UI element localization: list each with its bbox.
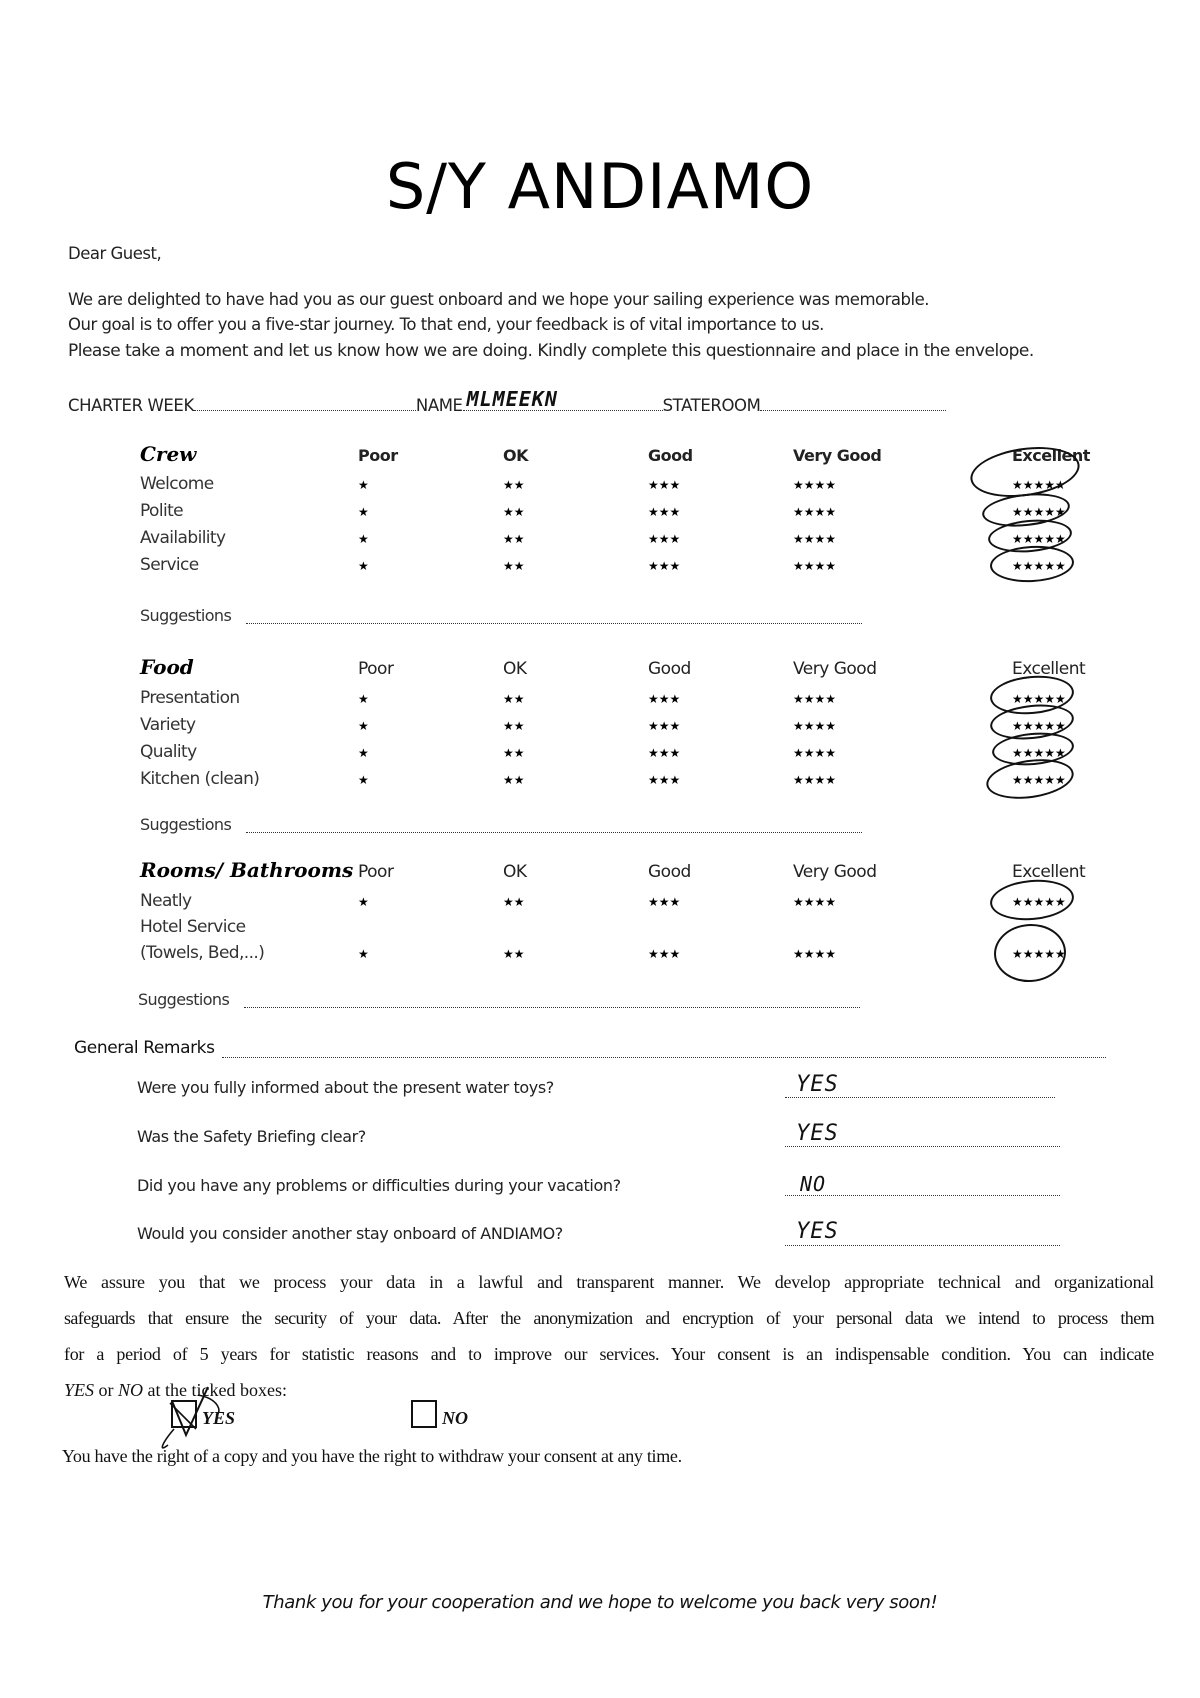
answer-value: YES — [796, 1072, 839, 1097]
stateroom-field[interactable] — [760, 409, 946, 411]
header-fields-row — [68, 387, 946, 415]
row-label: Service — [140, 555, 199, 575]
answer-value: YES — [796, 1121, 839, 1146]
column-poor: Poor — [358, 862, 394, 882]
answer-value: YES — [796, 1219, 839, 1244]
consent-yes-label: YES — [202, 1408, 236, 1428]
selected-circle-mark — [984, 754, 1076, 804]
row-label: Polite — [140, 501, 184, 521]
rating-option-very-good[interactable]: ★★★★ — [793, 532, 837, 546]
row-label: Presentation — [140, 688, 240, 708]
column-ok: OK — [503, 659, 527, 679]
rating-option-good[interactable]: ★★★ — [648, 746, 681, 760]
column-poor: Poor — [358, 446, 398, 465]
crew-suggestions-label: Suggestions — [140, 606, 232, 625]
question-text: Were you fully informed about the present water toys? — [137, 1078, 554, 1097]
rating-option-poor[interactable]: ★ — [358, 692, 369, 706]
crew-suggestions-field[interactable] — [246, 622, 862, 624]
row-label: Neatly — [140, 891, 192, 911]
rating-option-excellent[interactable]: ★★★★★ — [1012, 895, 1066, 909]
rating-option-excellent[interactable]: ★★★★★ — [1012, 559, 1066, 573]
rating-option-excellent[interactable]: ★★★★★ — [1012, 773, 1066, 787]
rating-option-good[interactable]: ★★★ — [648, 532, 681, 546]
column-good: Good — [648, 446, 693, 465]
answer-field[interactable] — [785, 1244, 1060, 1246]
rating-option-poor[interactable]: ★ — [358, 478, 369, 492]
column-good: Good — [648, 659, 691, 679]
column-good: Good — [648, 862, 691, 882]
rating-option-very-good[interactable]: ★★★★ — [793, 692, 837, 706]
column-excellent: Excellent — [1012, 446, 1090, 465]
rating-option-good[interactable]: ★★★ — [648, 719, 681, 733]
consent-no-label: NO — [442, 1408, 468, 1428]
column-very-good: Very Good — [793, 862, 877, 882]
rating-option-excellent[interactable]: ★★★★★ — [1012, 947, 1066, 961]
row-label: Kitchen (clean) — [140, 769, 260, 789]
rating-option-poor[interactable]: ★ — [358, 746, 369, 760]
rating-option-poor[interactable]: ★ — [358, 947, 369, 961]
rating-option-poor[interactable]: ★ — [358, 719, 369, 733]
row-label-sub: (Towels, Bed,...) — [140, 943, 265, 963]
rooms-suggestions-field[interactable] — [244, 1006, 860, 1008]
row-label: Quality — [140, 742, 197, 762]
rating-option-good[interactable]: ★★★ — [648, 947, 681, 961]
rating-option-very-good[interactable]: ★★★★ — [793, 773, 837, 787]
rating-option-ok[interactable]: ★★ — [503, 746, 525, 760]
rating-option-good[interactable]: ★★★ — [648, 505, 681, 519]
row-label: Variety — [140, 715, 196, 735]
consent-line-1: We assure you that we process your data in a lawful and transparent manner. We develop appropriate technical and organizational — [64, 1272, 1154, 1292]
food-section-title: Food — [140, 655, 194, 679]
rating-option-ok[interactable]: ★★ — [503, 559, 525, 573]
rating-option-ok[interactable]: ★★ — [503, 895, 525, 909]
rating-option-good[interactable]: ★★★ — [648, 692, 681, 706]
rating-option-ok[interactable]: ★★ — [503, 773, 525, 787]
rating-option-poor[interactable]: ★ — [358, 505, 369, 519]
rating-option-excellent[interactable]: ★★★★★ — [1012, 478, 1066, 492]
rating-option-poor[interactable]: ★ — [358, 559, 369, 573]
page-title: S/Y ANDIAMO — [385, 150, 815, 223]
rating-option-excellent[interactable]: ★★★★★ — [1012, 719, 1066, 733]
consent-rights-text: You have the right of a copy and you have the right to withdraw your consent at any time. — [62, 1446, 682, 1466]
column-ok: OK — [503, 862, 527, 882]
column-ok: OK — [503, 446, 528, 465]
rating-option-good[interactable]: ★★★ — [648, 773, 681, 787]
column-very-good: Very Good — [793, 446, 882, 465]
row-label: Welcome — [140, 474, 214, 494]
greeting: Dear Guest, — [68, 244, 162, 263]
rating-option-excellent[interactable]: ★★★★★ — [1012, 505, 1066, 519]
consent-line-2: safeguards that ensure the security of your data. After the anonymization and encryption of your personal data we intend to process them — [64, 1308, 1154, 1328]
consent-line-4: YES or NO at the ticked boxes: — [64, 1380, 287, 1400]
column-poor: Poor — [358, 659, 394, 679]
rating-option-very-good[interactable]: ★★★★ — [793, 895, 837, 909]
column-excellent: Excellent — [1012, 862, 1086, 882]
rating-option-ok[interactable]: ★★ — [503, 692, 525, 706]
rating-option-excellent[interactable]: ★★★★★ — [1012, 746, 1066, 760]
column-excellent: Excellent — [1012, 659, 1086, 679]
rating-option-very-good[interactable]: ★★★★ — [793, 719, 837, 733]
rooms-section-title: Rooms/ Bathrooms — [140, 858, 354, 882]
charter-week-field[interactable] — [194, 409, 416, 411]
question-text: Did you have any problems or difficulties during your vacation? — [137, 1176, 621, 1195]
general-remarks-field[interactable] — [222, 1056, 1106, 1058]
answer-value: NO — [800, 1172, 827, 1196]
rating-option-very-good[interactable]: ★★★★ — [793, 947, 837, 961]
charter-week-label: CHARTER WEEK — [68, 396, 194, 415]
crew-section-title: Crew — [140, 442, 197, 466]
rating-option-very-good[interactable]: ★★★★ — [793, 478, 837, 492]
general-remarks-label: General Remarks — [74, 1038, 215, 1058]
rating-option-poor[interactable]: ★ — [358, 532, 369, 546]
rating-option-poor[interactable]: ★ — [358, 895, 369, 909]
consent-line-3: for a period of 5 years for statistic reasons and to improve our services. Your consent is an indispensable condition. You can indicate — [64, 1344, 1154, 1364]
food-suggestions-label: Suggestions — [140, 815, 232, 834]
rating-option-ok[interactable]: ★★ — [503, 478, 525, 492]
rating-option-ok[interactable]: ★★ — [503, 532, 525, 546]
rating-option-poor[interactable]: ★ — [358, 773, 369, 787]
intro-line-3: Please take a moment and let us know how we are doing. Kindly complete this questionnaire and place in the envelope. — [68, 341, 1034, 361]
rooms-suggestions-label: Suggestions — [138, 990, 230, 1009]
question-text: Was the Safety Briefing clear? — [137, 1127, 366, 1146]
intro-line-2: Our goal is to offer you a five-star journey. To that end, your feedback is of vital importance to us. — [68, 315, 824, 334]
rating-option-ok[interactable]: ★★ — [503, 719, 525, 733]
rating-option-ok[interactable]: ★★ — [503, 505, 525, 519]
answer-field[interactable] — [785, 1194, 1060, 1196]
question-text: Would you consider another stay onboard of ANDIAMO? — [137, 1224, 563, 1243]
stateroom-label: STATEROOM — [662, 396, 761, 415]
row-label: Availability — [140, 528, 226, 548]
rating-option-good[interactable]: ★★★ — [648, 895, 681, 909]
column-very-good: Very Good — [793, 659, 877, 679]
rating-option-very-good[interactable]: ★★★★ — [793, 559, 837, 573]
footer-thanks: Thank you for your cooperation and we hope to welcome you back very soon! — [262, 1592, 938, 1613]
name-value: MLMEEKN — [466, 387, 558, 411]
name-label: NAME — [415, 396, 463, 415]
food-suggestions-field[interactable] — [246, 831, 862, 833]
name-field[interactable] — [463, 387, 663, 411]
rating-option-good[interactable]: ★★★ — [648, 559, 681, 573]
rating-option-ok[interactable]: ★★ — [503, 947, 525, 961]
consent-no-checkbox[interactable] — [411, 1400, 437, 1428]
row-label: Hotel Service — [140, 917, 246, 937]
selected-circle-mark — [988, 876, 1075, 923]
rating-option-very-good[interactable]: ★★★★ — [793, 505, 837, 519]
intro-line-1: We are delighted to have had you as our guest onboard and we hope your sailing experience was memorable. — [68, 290, 929, 309]
rating-option-excellent[interactable]: ★★★★★ — [1012, 692, 1066, 706]
selected-circle-mark — [992, 922, 1068, 985]
rating-option-very-good[interactable]: ★★★★ — [793, 746, 837, 760]
rating-option-excellent[interactable]: ★★★★★ — [1012, 532, 1066, 546]
rating-option-good[interactable]: ★★★ — [648, 478, 681, 492]
